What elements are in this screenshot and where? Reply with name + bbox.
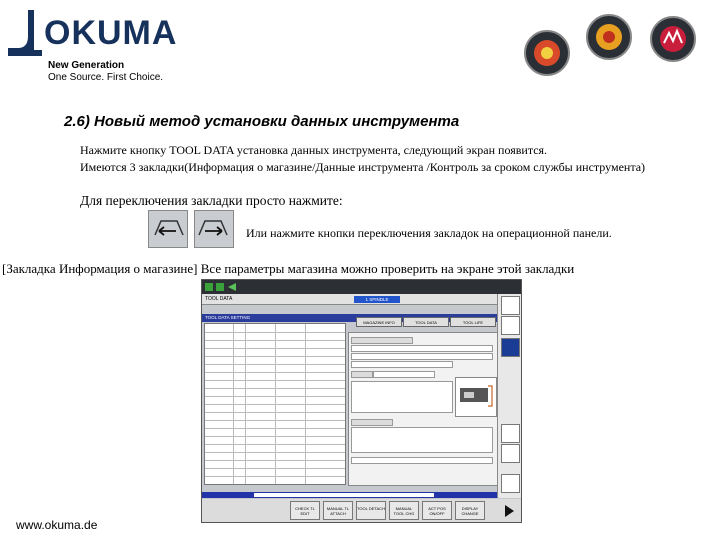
cnc-spindle-label: 1 SPINDLE bbox=[354, 296, 400, 303]
instruction-paragraph-4: Или нажмите кнопки переключения закладок на операционной панели. bbox=[246, 226, 612, 240]
table-row-line bbox=[205, 372, 345, 373]
table-row-line bbox=[205, 420, 345, 421]
table-row-line bbox=[205, 348, 345, 349]
tab-next-button[interactable] bbox=[194, 210, 234, 248]
cnc-title-bar bbox=[202, 294, 497, 305]
softkey-act-pos[interactable]: ACT POS ON/OFF bbox=[422, 501, 452, 520]
detail-field[interactable] bbox=[351, 361, 453, 368]
detail-field[interactable] bbox=[351, 353, 493, 360]
cnc-title: TOOL DATA bbox=[205, 296, 233, 302]
sidebar-alarm-icon[interactable] bbox=[501, 424, 520, 443]
arrow-left-icon bbox=[149, 211, 187, 247]
instruction-paragraph-3: Для переключения закладки просто нажмите: bbox=[80, 193, 343, 208]
table-row-line bbox=[205, 340, 345, 341]
instruction-paragraph-5: [Закладка Информация о магазине] Все параметры магазина можно проверить на экране этой закладки bbox=[2, 261, 575, 276]
detail-label bbox=[351, 419, 393, 426]
table-row-line bbox=[205, 356, 345, 357]
machining-navi-badge-icon bbox=[648, 14, 698, 64]
okuma-logo: OKUMA bbox=[8, 10, 198, 58]
intelligent-machining-badge-icon bbox=[522, 28, 572, 78]
table-row-line bbox=[205, 444, 345, 445]
section-title: 2.6) Новый метод установки данных инструмента bbox=[64, 113, 460, 130]
table-row-line bbox=[205, 364, 345, 365]
cnc-tab-tool-life[interactable]: TOOL LIFE bbox=[450, 317, 496, 327]
table-row-line bbox=[205, 380, 345, 381]
sidebar-osp-icon[interactable] bbox=[501, 474, 520, 493]
detail-field[interactable] bbox=[373, 371, 435, 378]
cnc-top-bar bbox=[202, 280, 521, 294]
cnc-tool-detail-panel bbox=[348, 332, 498, 486]
instruction-paragraph-1: Нажмите кнопку TOOL DATA установка данных инструмента, следующий экран появится. bbox=[80, 143, 548, 157]
table-row-line bbox=[205, 332, 345, 333]
table-row-line bbox=[205, 476, 345, 477]
table-row-line bbox=[205, 468, 345, 469]
next-page-arrow-icon[interactable] bbox=[505, 505, 514, 517]
softkey-tool-detach[interactable]: TOOL DETACH bbox=[356, 501, 386, 520]
cnc-status-bar-field bbox=[254, 493, 434, 497]
table-row-line bbox=[205, 412, 345, 413]
arrow-right-icon bbox=[195, 211, 233, 247]
detail-offset-box[interactable] bbox=[351, 381, 453, 413]
cnc-tab-tool-data[interactable]: TOOL DATA bbox=[403, 317, 449, 327]
table-row-line bbox=[205, 404, 345, 405]
detail-label bbox=[351, 371, 373, 378]
softkey-display-change[interactable]: DISPLAY CHANGE bbox=[455, 501, 485, 520]
table-row-line bbox=[205, 436, 345, 437]
table-row-line bbox=[205, 428, 345, 429]
sidebar-blue-icon[interactable] bbox=[501, 338, 520, 357]
table-row-line bbox=[205, 460, 345, 461]
tagline-line2: One Source. First Choice. bbox=[48, 72, 164, 83]
footer-url[interactable]: www.okuma.de bbox=[16, 518, 98, 532]
okuma-j-mark-icon bbox=[8, 10, 42, 56]
detail-label bbox=[351, 337, 413, 344]
tagline-line1: New Generation bbox=[48, 60, 125, 71]
detail-field[interactable] bbox=[351, 345, 493, 352]
tab-prev-button[interactable] bbox=[148, 210, 188, 248]
sidebar-tool-icon[interactable] bbox=[501, 316, 520, 335]
softkey-manual-tl-attach[interactable]: MANUAL TL ATTACH bbox=[323, 501, 353, 520]
tab-switch-buttons bbox=[148, 210, 236, 250]
sidebar-settings-icon[interactable] bbox=[501, 444, 520, 463]
table-row-line bbox=[205, 388, 345, 389]
table-row-line bbox=[205, 452, 345, 453]
softkey-manual-tool-chg[interactable]: MANUAL TOOL CHG bbox=[389, 501, 419, 520]
cnc-tool-data-screenshot bbox=[201, 279, 522, 523]
cnc-softkey-row bbox=[202, 499, 521, 522]
detail-field[interactable] bbox=[351, 457, 493, 464]
cnc-tab-bar bbox=[356, 317, 497, 329]
cnc-right-sidebar bbox=[497, 294, 522, 498]
cutting-tool-icon bbox=[456, 378, 494, 414]
sidebar-monitor-icon[interactable] bbox=[501, 296, 520, 315]
softkey-check-tl-edit[interactable]: CHECK TL EDIT bbox=[290, 501, 320, 520]
thermo-friendly-badge-icon bbox=[584, 12, 634, 62]
detail-life-box[interactable] bbox=[351, 427, 493, 453]
cnc-magazine-table bbox=[204, 323, 346, 485]
table-row-line bbox=[205, 396, 345, 397]
cnc-top-arrows-icon bbox=[202, 280, 312, 294]
cnc-panel-header-text: TOOL DATA SETTING bbox=[205, 315, 251, 320]
tool-image bbox=[455, 377, 497, 417]
cnc-tab-magazine-info[interactable]: MAGAZINE INFO bbox=[356, 317, 402, 327]
instruction-paragraph-2: Имеются 3 закладки(Информация о магазине/Данные инструмента /Контроль за сроком службы инструмента) bbox=[80, 160, 646, 174]
